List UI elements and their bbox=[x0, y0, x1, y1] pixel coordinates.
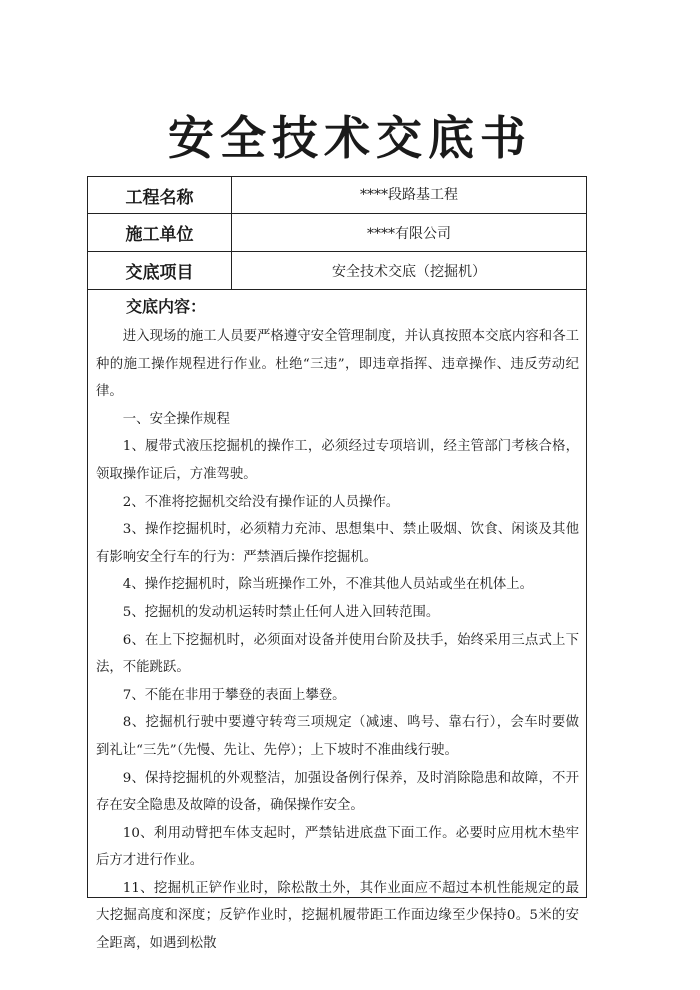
rule-item-7: 7、不能在非用于攀登的表面上攀登。 bbox=[122, 687, 346, 703]
disclosure-item-value: 安全技术交底（挖掘机） bbox=[332, 263, 486, 280]
rule-item-11: 11、挖掘机正铲作业时，除松散土外，其作业面应不超过本机性能规定的最大挖掘高度和深度；反铲作业时，挖掘机履带距工作面边缘至少保持0。5米的安全距离，如遇到松散 bbox=[96, 880, 579, 952]
rule-item-9: 9、保持挖掘机的外观整洁，加强设备例行保养，及时消除隐患和故障，不开存在安全隐患及故障的设备，确保操作安全。 bbox=[96, 770, 579, 814]
project-name-label: 工程名称 bbox=[88, 177, 232, 213]
section-heading: 一、安全操作规程 bbox=[122, 411, 230, 427]
project-name-value: ****段路基工程 bbox=[360, 187, 458, 203]
construction-unit-value: ****有限公司 bbox=[367, 225, 451, 242]
construction-unit-row bbox=[88, 214, 586, 252]
rule-item-3: 3、操作挖掘机时，必须精力充沛、思想集中、禁止吸烟、饮食、闲谈及其他有影响安全行车的行为：严禁酒后操作挖掘机。 bbox=[96, 522, 579, 565]
rule-item-4: 4、操作挖掘机时，除当班操作工外，不准其他人员站或坐在机体上。 bbox=[122, 577, 534, 593]
document-title: 安全技术交底书 bbox=[168, 111, 532, 165]
project-name-row bbox=[88, 177, 586, 214]
rule-item-1: 1、履带式液压挖掘机的操作工，必须经过专项培训，经主管部门考核合格，领取操作证后，方准驾驶。 bbox=[96, 439, 579, 482]
content-heading: 交底内容： bbox=[126, 297, 207, 316]
rule-item-8: 8、挖掘机行驶中要遵守转弯三项规定（减速、鸣号、靠右行），会车时要做到礼让“三先”（先慢、先让、先停）；上下坡时不准曲线行驶。 bbox=[96, 715, 579, 758]
disclosure-item-row bbox=[88, 252, 586, 290]
content-body bbox=[96, 323, 579, 958]
rule-item-6: 6、在上下挖掘机时，必须面对设备并使用台阶及扶手，始终采用三点式上下法，不能跳跃。 bbox=[96, 632, 579, 676]
rule-item-10: 10、利用动臂把车体支起时，严禁钻进底盘下面工作。必要时应用枕木垫牢后方才进行作业。 bbox=[96, 825, 579, 869]
disclosure-form bbox=[87, 176, 587, 952]
disclosure-item-label: 交底项目 bbox=[88, 252, 232, 289]
paragraph-intro: 进入现场的施工人员要严格遵守安全管理制度，并认真按照本交底内容和各工种的施工操作规程进行作业。杜绝“三违”，即违章指挥、违章操作、违反劳动纪律。 bbox=[96, 329, 579, 400]
rule-item-5: 5、挖掘机的发动机运转时禁止任何人进入回转范围。 bbox=[122, 604, 440, 620]
rule-item-2: 2、不准将挖掘机交给没有操作证的人员操作。 bbox=[122, 494, 400, 510]
construction-unit-label: 施工单位 bbox=[88, 214, 232, 251]
